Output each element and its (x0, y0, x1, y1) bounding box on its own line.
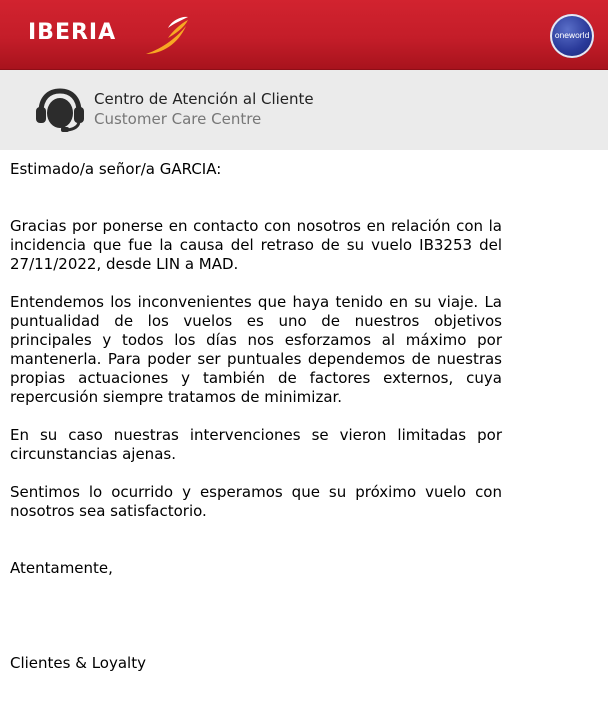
oneworld-label: oneworld (554, 31, 590, 40)
customer-care-banner (0, 70, 608, 150)
iberia-wing-icon (142, 14, 192, 58)
care-title: Centro de Atención al Cliente (94, 90, 314, 108)
care-subtitle: Customer Care Centre (94, 110, 262, 128)
letter-paragraph: Gracias por ponerse en contacto con nosotros en relación con la incidencia que fue la causa del retraso de su vuelo IB3253 del 27/11/2022, desde LIN a MAD. (10, 217, 502, 273)
letter-body (10, 160, 502, 673)
letter-paragraph: Entendemos los inconvenientes que haya tenido en su viaje. La puntualidad de los vuelos es uno de nuestros objetivos principales y todos los días nos esforzamos al máximo por mantenerla. Para poder ser puntuales dependemos de nuestras propias actuaciones y también de factores externos, cuya repercusión siempre tratamos de minimizar. (10, 293, 502, 406)
email-header (0, 0, 608, 70)
letter-greeting: Estimado/a señor/a GARCIA: (10, 160, 222, 178)
letter-signature: Clientes & Loyalty (10, 654, 146, 672)
letter-paragraph: En su caso nuestras intervenciones se vieron limitadas por circunstancias ajenas. (10, 426, 502, 463)
letter-closing: Atentamente, (10, 559, 113, 577)
headset-icon (35, 88, 85, 132)
iberia-logo (28, 14, 198, 58)
logo-text: IBERIA (28, 20, 117, 45)
letter-paragraph: Sentimos lo ocurrido y esperamos que su próximo vuelo con nosotros sea satisfactorio. (10, 483, 502, 520)
oneworld-badge (550, 14, 594, 58)
